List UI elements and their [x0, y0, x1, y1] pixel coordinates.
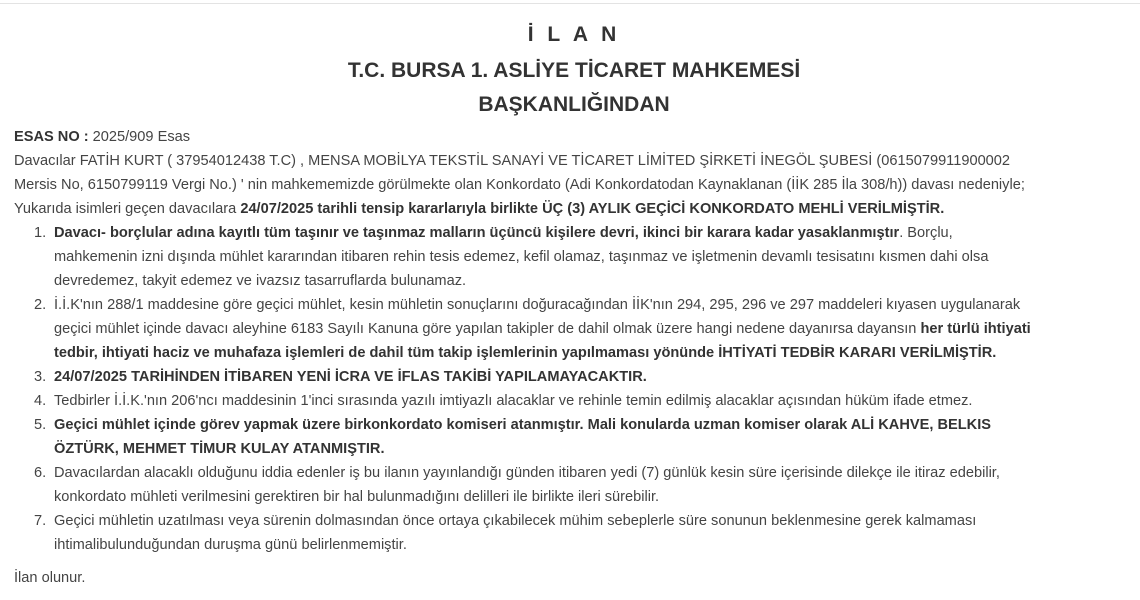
list-item-line: [54, 437, 1136, 461]
list-item-number: 5.: [34, 417, 47, 433]
list-item-bold-text: Geçici mühlet içinde görev yapmak üzere birkonkordato komiseri atanmıştır. Mali konularda uzman komiser olarak ALİ KAHVE, BELKIS: [54, 417, 991, 433]
list-item-number: 3.: [34, 369, 47, 385]
list-item-line: [54, 317, 1136, 341]
list-item-line: [54, 341, 1136, 365]
provisional-period-decision: 24/07/2025 tarihli tensip kararlarıyla birlikte ÜÇ (3) AYLIK GEÇİCİ KONKORDATO MEHLİ VERİLMİŞTİR.: [240, 201, 945, 217]
announcement-body: [14, 125, 1136, 557]
list-item-bold-text: tedbir, ihtiyati haciz ve muhafaza işlemleri de dahil tüm takip işlemlerinin yapılmaması yönünde İHTİYATİ TEDBİR KARARI VERİLMİŞTİR.: [54, 345, 997, 361]
court-office: BAŞKANLIĞINDAN: [478, 93, 670, 116]
decision-list: [14, 221, 1136, 557]
list-item-line: ihtimalibulunduğundan duruşma günü belirlenmemiştir.: [54, 537, 407, 553]
list-item-line: Tedbirler İ.İ.K.'nın 206'ncı maddesinin 1'inci sırasında yazılı imtiyazlı alacaklar ve rehinle temin edilmiş alacaklar açısından hüküm ifade etmez.: [54, 393, 973, 409]
list-item-line: [54, 221, 1136, 245]
list-item: [34, 221, 1136, 293]
list-item-line: [54, 365, 1136, 389]
list-item-bold-text: ÖZTÜRK, MEHMET TİMUR KULAY ATANMIŞTIR.: [54, 441, 385, 457]
list-item-line: Davacılardan alacaklı olduğunu iddia edenler iş bu ilanın yayınlandığı günden itibaren yedi (7) günlük kesin süre içerisinde dilekçe ile itiraz edebilir,: [54, 465, 1000, 481]
list-item-line: İ.İ.K'nın 288/1 maddesine göre geçici mühlet, kesin mühletin sonuçlarını doğuracağından İİK'nın 294, 295, 296 ve 297 maddeleri kıyasen uygulanarak: [54, 297, 1021, 313]
list-item-line: Geçici mühletin uzatılması veya sürenin dolmasından önce ortaya çıkabilecek mühim sebeplerle süre sonunun beklenmesine gerek kalmaması: [54, 513, 977, 529]
intro-line-2: Mersis No, 6150799119 Vergi No.) ' nin mahkememizde görülmekte olan Konkordato (Adi Konkordatodan Kaynaklanan (İİK 285 İla 308/h)) davası nedeniyle;: [14, 177, 1025, 193]
list-item-bold-text: Davacı- borçlular adına kayıtlı tüm taşınır ve taşınmaz malların üçüncü kişilere devri, ikinci bir karara kadar yasaklanmıştır: [54, 225, 900, 241]
list-item: [34, 509, 1136, 557]
case-number-label: ESAS NO :: [14, 129, 89, 145]
list-item: [34, 413, 1136, 461]
list-item-text: geçici mühlet içinde davacı aleyhine 6183 Sayılı Kanuna göre yapılan takipler de dahil olmak üzere hangi nedene dayanırsa dayansın: [54, 321, 921, 337]
list-item: [34, 389, 1136, 413]
list-item: [34, 293, 1136, 365]
case-number: [14, 125, 1136, 149]
list-item: [34, 461, 1136, 509]
court-name: T.C. BURSA 1. ASLİYE TİCARET MAHKEMESİ: [347, 59, 801, 82]
list-item: [34, 365, 1136, 389]
intro-line-1: Davacılar FATİH KURT ( 37954012438 T.C) , MENSA MOBİLYA TEKSTİL SANAYİ VE TİCARET LİMİTED ŞİRKETİ İNEGÖL ŞUBESİ (0615079911900002: [14, 153, 1011, 169]
intro-line-3-text: Yukarıda isimleri geçen davacılara: [14, 201, 241, 217]
list-item-line: devredemez, takyit edemez ve ivazsız tasarruflarda bulunamaz.: [54, 273, 467, 289]
list-item-line: [54, 413, 1136, 437]
list-item-bold-text: her türlü ihtiyati: [920, 321, 1031, 337]
list-item-number: 1.: [34, 225, 47, 241]
intro-line-3: [14, 197, 1136, 221]
list-item-line: mahkemenin izni dışında mühlet kararından itibaren rehin tesis edemez, kefil olamaz, taşınmaz ve işletmenin devamlı tesisatını kısmen dahi olsa: [54, 249, 989, 265]
list-item-number: 7.: [34, 513, 47, 529]
list-item-number: 2.: [34, 297, 47, 313]
case-number-value: 2025/909 Esas: [88, 129, 191, 145]
list-item-number: 6.: [34, 465, 47, 481]
list-item-bold-text: 24/07/2025 TARİHİNDEN İTİBAREN YENİ İCRA VE İFLAS TAKİBİ YAPILAMAYACAKTIR.: [54, 369, 647, 385]
list-item-line: konkordato mühleti verilmesini gerektiren bir hal bulunmadığını delilleri ile birlikte ileri sürebilir.: [54, 489, 660, 505]
announcement-title: İ L A N: [527, 23, 621, 46]
closing-statement: İlan olunur.: [14, 570, 86, 586]
list-item-text: . Borçlu,: [899, 225, 953, 241]
top-divider: [0, 3, 1140, 4]
list-item-number: 4.: [34, 393, 47, 409]
